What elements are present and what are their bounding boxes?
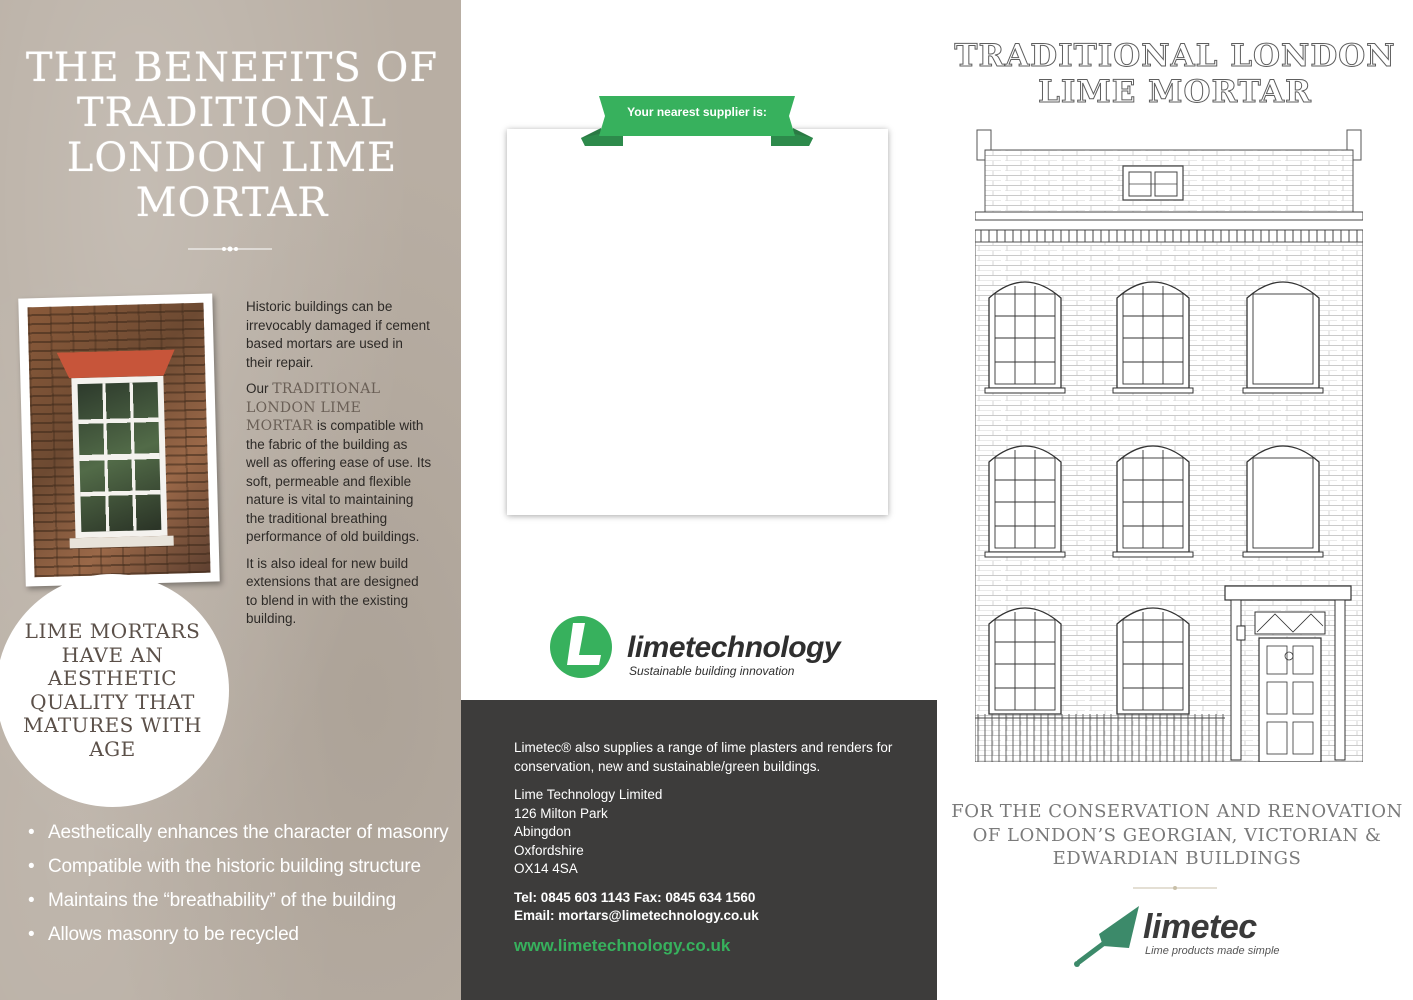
cover-title-line-1: TRADITIONAL LONDON xyxy=(954,38,1396,74)
bullet-icon: • xyxy=(28,822,35,843)
quote-text: LIME MORTARS HAVE AN AESTHETIC QUALITY THAT MATURES WITH AGE xyxy=(23,619,202,761)
email-link[interactable]: Email: mortars@limetechnology.co.uk xyxy=(514,908,759,923)
benefits-list xyxy=(28,818,453,954)
bullet-icon: • xyxy=(28,924,35,945)
limetechnology-tagline: Sustainable building innovation xyxy=(629,664,795,678)
website-link[interactable]: www.limetechnology.co.uk xyxy=(514,935,731,955)
intro-paragraph-3: It is also ideal for new build extensions that are designed to blend in with the existing building. xyxy=(246,555,419,626)
address-line: Oxfordshire xyxy=(514,842,584,858)
benefit-text: Aesthetically enhances the character of masonry xyxy=(48,822,449,843)
benefit-text: Allows masonry to be recycled xyxy=(48,924,299,945)
benefit-text: Maintains the “breathability” of the building xyxy=(48,890,396,911)
address-line: Abingdon xyxy=(514,824,572,839)
product-name-inline: TRADITIONAL LONDON LIME MORTAR xyxy=(246,381,381,434)
limetechnology-wordmark: limetechnology xyxy=(627,631,841,664)
supplier-ribbon xyxy=(581,94,813,148)
limetec-tagline: Lime products made simple xyxy=(1145,945,1280,957)
list-item xyxy=(28,920,453,954)
list-item xyxy=(28,886,453,920)
georgian-building-drawing xyxy=(975,126,1363,762)
benefits-title: THE BENEFITS OF TRADITIONAL LONDON LIME MORTAR xyxy=(25,45,439,226)
supplier-card xyxy=(507,129,888,515)
intro-suffix: is compatible with the fabric of the building as well as offering ease of use. Its soft, permeable and flexible nature is vital to maintaining the traditional breathing performance of old buildings. xyxy=(246,418,432,544)
phone-fax: Tel: 0845 603 1143 Fax: 0845 634 1560 xyxy=(514,889,756,905)
limetec-logo xyxy=(1069,904,1289,972)
bullet-icon: • xyxy=(28,890,35,911)
list-item xyxy=(28,818,453,852)
divider-flourish-icon xyxy=(1133,883,1217,893)
divider-flourish-icon xyxy=(188,243,272,255)
trowel-icon xyxy=(1069,904,1143,968)
right-panel xyxy=(937,0,1413,1000)
quote-circle xyxy=(0,574,229,807)
list-item xyxy=(28,852,453,886)
intro-paragraph-1: Historic buildings can be irrevocably damaged if cement based mortars are used in their repair. xyxy=(246,299,430,370)
address-line: OX14 4SA xyxy=(514,861,578,876)
cover-title-line-2: LIME MORTAR xyxy=(1038,74,1312,110)
address-line: 126 Milton Park xyxy=(514,805,608,821)
cover-title xyxy=(937,38,1413,110)
bullet-icon: • xyxy=(28,856,35,877)
limetechnology-logo xyxy=(549,613,849,681)
middle-panel xyxy=(461,0,937,1000)
intro-prefix: Our xyxy=(246,381,273,396)
address-line: Lime Technology Limited xyxy=(514,787,663,802)
left-panel xyxy=(0,0,461,1000)
supplier-ribbon-label: Your nearest supplier is: xyxy=(627,105,767,119)
company-address xyxy=(514,786,907,879)
limetec-wordmark: limetec xyxy=(1143,908,1257,946)
intro-text xyxy=(246,298,432,637)
ribbon-banner-icon xyxy=(581,94,813,148)
benefit-text: Compatible with the historic building structure xyxy=(48,856,421,877)
intro-paragraph-2 xyxy=(246,380,432,547)
limetechnology-mark-icon xyxy=(549,615,615,679)
cover-subtitle: FOR THE CONSERVATION AND RENOVATION OF LONDON’S GEORGIAN, VICTORIAN & EDWARDIAN BUILDINGS xyxy=(951,801,1403,869)
contact-description: Limetec® also supplies a range of lime plasters and renders for conservation, new and sustainable/green buildings. xyxy=(514,740,893,774)
contact-box xyxy=(461,700,937,1000)
sash-window-photo xyxy=(18,294,219,587)
